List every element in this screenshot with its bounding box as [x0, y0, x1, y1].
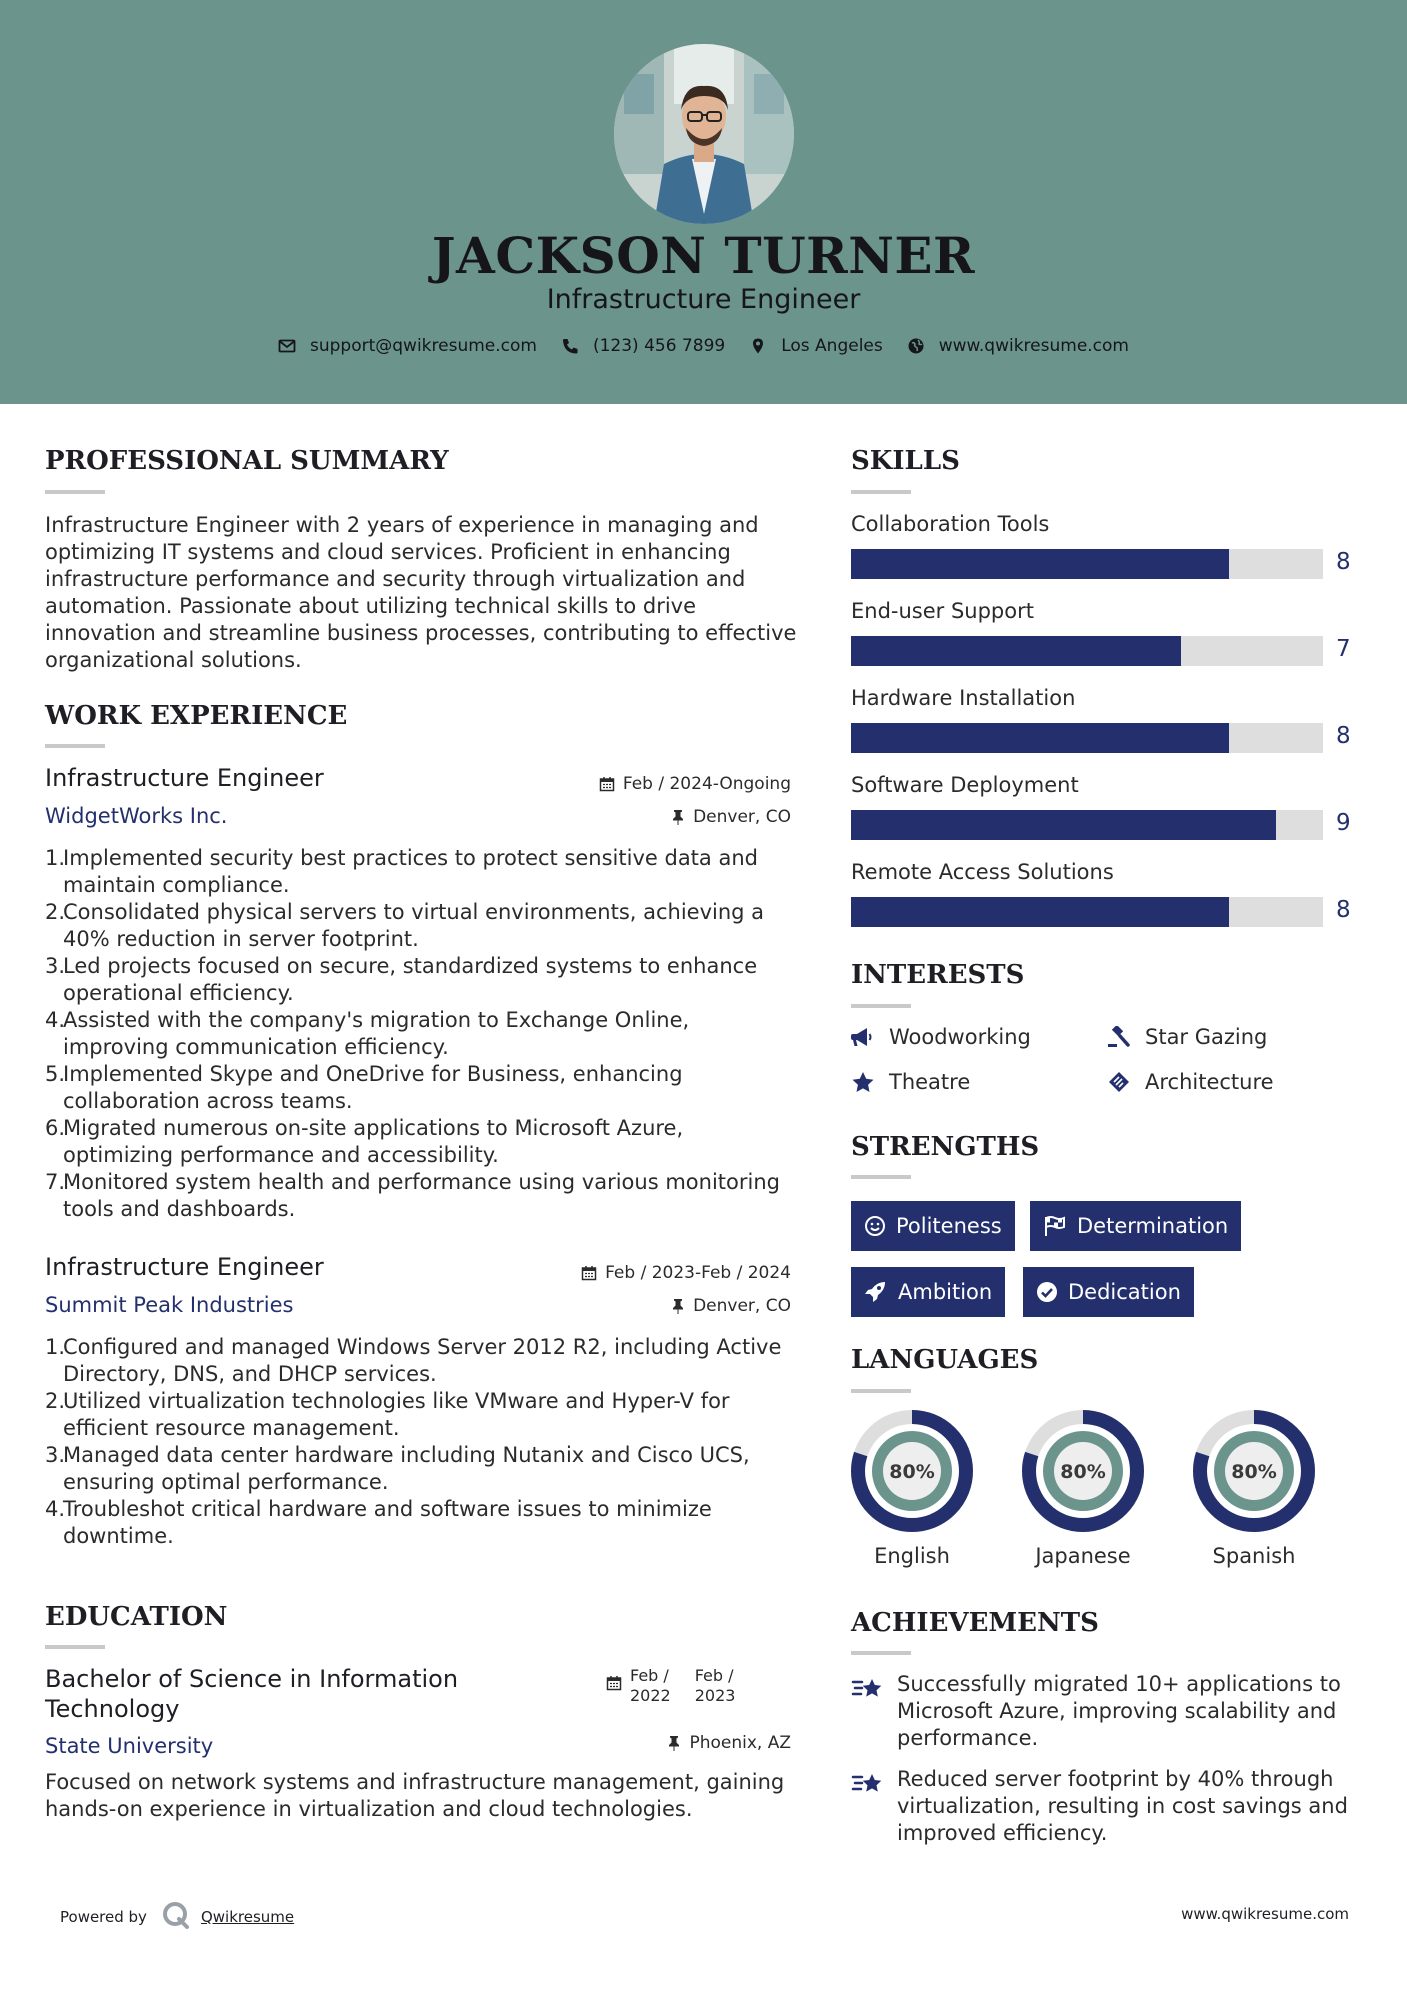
- tag-icon: [1107, 1071, 1131, 1093]
- phone-icon: [561, 337, 579, 355]
- experience-title: WORK EXPERIENCE: [45, 701, 348, 731]
- list-item: 2. Utilized virtualization technologies like VMware and Hyper-V for efficient resource management.: [45, 1389, 730, 1440]
- star-icon: [851, 1071, 875, 1093]
- skill-bar-track: [851, 897, 1323, 927]
- summary-title: PROFESSIONAL SUMMARY: [45, 446, 449, 476]
- brand-link[interactable]: Qwikresume: [200, 1908, 295, 1926]
- check-circle-icon: [1036, 1281, 1058, 1303]
- job-bullets: [45, 845, 780, 1223]
- skill-bar-track: [851, 723, 1323, 753]
- pushpin-icon: [667, 1735, 681, 1751]
- footer-powered-by: Powered by Qwikresume: [60, 1900, 294, 1934]
- section-rule: [851, 1389, 911, 1393]
- skill-label: End-user Support: [851, 599, 1034, 623]
- skill-bar-fill: [851, 810, 1276, 840]
- section-rule: [851, 1651, 911, 1655]
- strength-tag: Ambition: [851, 1267, 1005, 1317]
- calendar-icon: [581, 1265, 597, 1281]
- language-name: Japanese: [1035, 1544, 1131, 1568]
- summary-text: Infrastructure Engineer with 2 years of experience in managing and optimizing IT systems and cloud services. Proficient in enhancing infrastructure performance and security through virtualization and automation. Passionate about utilizing technical skills to drive innovation and streamline business processes, contributing to effective organizational solutions.: [45, 513, 797, 672]
- achievements-title: ACHIEVEMENTS: [851, 1608, 1099, 1638]
- languages-title: LANGUAGES: [851, 1345, 1039, 1375]
- skill-bar-fill: [851, 549, 1229, 579]
- interest-item: Woodworking: [851, 1025, 1031, 1049]
- list-item: 6. Migrated numerous on-site applications to Microsoft Azure, optimizing performance and accessibility.: [45, 1116, 684, 1167]
- language-name: Spanish: [1212, 1544, 1296, 1568]
- job-title: Infrastructure Engineer: [45, 1253, 324, 1281]
- smile-icon: [864, 1215, 886, 1237]
- job-location: Denver, CO: [671, 807, 791, 827]
- language-progress-ring: [1193, 1410, 1315, 1532]
- flag-icon: [1043, 1215, 1067, 1237]
- skill-level: 8: [1336, 549, 1351, 575]
- language-name: English: [874, 1544, 950, 1568]
- list-item: 4. Assisted with the company's migration to Exchange Online, improving communication efficiency.: [45, 1008, 690, 1059]
- skill-label: Hardware Installation: [851, 686, 1076, 710]
- job-title: Infrastructure Engineer: [45, 764, 324, 792]
- section-rule: [45, 744, 105, 748]
- language-percent: 80%: [1060, 1461, 1106, 1483]
- skill-level: 7: [1336, 636, 1351, 662]
- job-dates: Feb / 2023-Feb / 2024: [581, 1263, 791, 1283]
- skills-title: SKILLS: [851, 446, 960, 476]
- skill-bar-track: [851, 636, 1323, 666]
- contact-bar: [0, 336, 1407, 356]
- language-progress-ring: [1022, 1410, 1144, 1532]
- list-item: 1. Implemented security best practices to protect sensitive data and maintain compliance.: [45, 846, 758, 897]
- education-description: Focused on network systems and infrastructure management, gaining hands-on experience in virtualization and cloud technologies.: [45, 1770, 785, 1821]
- shooting-star-icon: [851, 1768, 885, 1798]
- interest-item: Star Gazing: [1107, 1025, 1267, 1049]
- candidate-role: Infrastructure Engineer: [546, 284, 861, 315]
- language-percent: 80%: [889, 1461, 935, 1483]
- skill-level: 8: [1336, 897, 1351, 923]
- section-rule: [851, 1175, 911, 1179]
- megaphone-icon: [851, 1026, 875, 1048]
- list-item: 2. Consolidated physical servers to virtual environments, achieving a 40% reduction in server footprint.: [45, 900, 765, 951]
- achievement-item: Reduced server footprint by 40% through virtualization, resulting in cost savings and improved efficiency.: [851, 1766, 1348, 1847]
- envelope-icon: [278, 337, 296, 355]
- degree-title: Bachelor of Science in Information Technology: [45, 1665, 459, 1723]
- interest-item: Architecture: [1107, 1070, 1274, 1094]
- candidate-name: JACKSON TURNER: [431, 226, 976, 285]
- job-bullets: [45, 1334, 781, 1550]
- interests-title: INTERESTS: [851, 960, 1025, 990]
- contact-email[interactable]: support@qwikresume.com: [310, 336, 537, 356]
- contact-phone[interactable]: (123) 456 7899: [592, 336, 726, 356]
- skill-bar-track: [851, 549, 1323, 579]
- list-item: 5. Implemented Skype and OneDrive for Business, enhancing collaboration across teams.: [45, 1062, 683, 1113]
- strength-tag: Determination: [1030, 1201, 1241, 1251]
- language-percent: 80%: [1231, 1461, 1277, 1483]
- strengths-title: STRENGTHS: [851, 1132, 1040, 1162]
- contact-location: Los Angeles: [781, 336, 883, 356]
- profile-photo: [614, 44, 794, 224]
- company-name: Summit Peak Industries: [45, 1293, 294, 1317]
- job-location: Denver, CO: [671, 1296, 791, 1316]
- shooting-star-icon: [851, 1673, 885, 1703]
- achievement-item: Successfully migrated 10+ applications to Microsoft Azure, improving scalability and performance.: [851, 1671, 1341, 1752]
- footer-website[interactable]: www.qwikresume.com: [1181, 1905, 1349, 1923]
- education-dates: Feb / 2022 Feb / 2023: [606, 1666, 735, 1706]
- skill-level: 8: [1336, 723, 1351, 749]
- pushpin-icon: [671, 1298, 685, 1314]
- job-dates: Feb / 2024-Ongoing: [599, 774, 791, 794]
- section-rule: [45, 490, 105, 494]
- strength-tag: Dedication: [1023, 1267, 1194, 1317]
- list-item: 1. Configured and managed Windows Server 2012 R2, including Active Directory, DNS, and DHCP services.: [45, 1335, 782, 1386]
- skill-bar-fill: [851, 636, 1181, 666]
- calendar-icon: [606, 1675, 622, 1691]
- education-location: Phoenix, AZ: [667, 1733, 791, 1753]
- calendar-icon: [599, 776, 615, 792]
- section-rule: [851, 490, 911, 494]
- skill-level: 9: [1336, 810, 1351, 836]
- list-item: 4. Troubleshot critical hardware and software issues to minimize downtime.: [45, 1497, 712, 1548]
- education-title: EDUCATION: [45, 1602, 228, 1632]
- skill-label: Software Deployment: [851, 773, 1079, 797]
- map-pin-icon: [749, 337, 767, 355]
- section-rule: [45, 1645, 105, 1649]
- skill-bar-fill: [851, 723, 1229, 753]
- language-progress-ring: [851, 1410, 973, 1532]
- contact-website[interactable]: www.qwikresume.com: [938, 336, 1129, 356]
- list-item: 3. Led projects focused on secure, standardized systems to enhance operational efficiency.: [45, 954, 758, 1005]
- pushpin-icon: [671, 809, 685, 825]
- globe-icon: [907, 337, 925, 355]
- strength-tag: Politeness: [851, 1201, 1015, 1251]
- qwikresume-logo-icon: [161, 1900, 191, 1934]
- company-name: WidgetWorks Inc.: [45, 804, 228, 828]
- list-item: 7. Monitored system health and performance using various monitoring tools and dashboards.: [45, 1170, 780, 1221]
- skill-label: Collaboration Tools: [851, 512, 1050, 536]
- section-rule: [851, 1004, 911, 1008]
- skill-bar-fill: [851, 897, 1229, 927]
- list-item: 3. Managed data center hardware including Nutanix and Cisco UCS, ensuring optimal performance.: [45, 1443, 750, 1494]
- interest-item: Theatre: [851, 1070, 970, 1094]
- skill-label: Remote Access Solutions: [851, 860, 1114, 884]
- skill-bar-track: [851, 810, 1323, 840]
- school-name: State University: [45, 1734, 214, 1758]
- gavel-icon: [1107, 1026, 1131, 1048]
- rocket-icon: [864, 1281, 888, 1303]
